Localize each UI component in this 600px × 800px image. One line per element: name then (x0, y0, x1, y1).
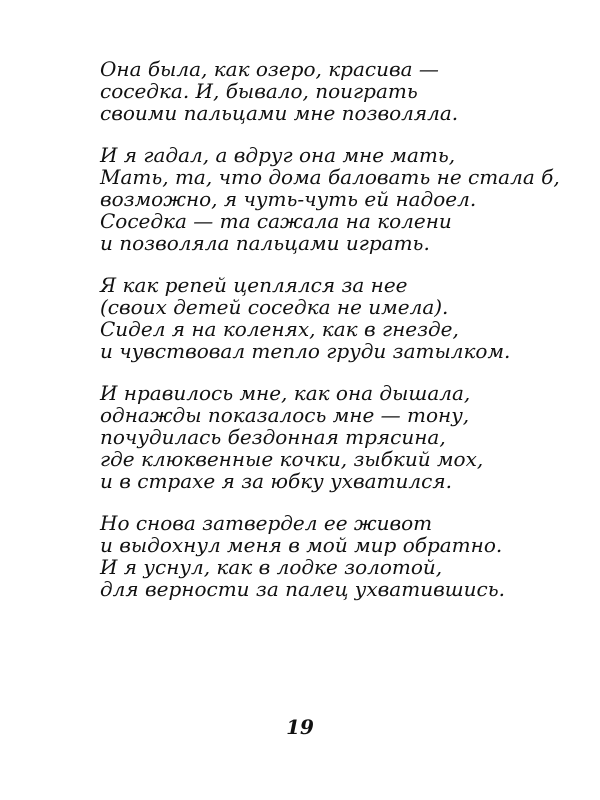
poem (100, 58, 560, 620)
poem-line: для верности за палец ухватившись. (100, 577, 505, 601)
poem-line: и чувствовал тепло груди затылком. (100, 339, 511, 363)
page-number: 19 (286, 715, 314, 739)
stanza-2 (100, 144, 560, 254)
stanza-1 (100, 58, 560, 124)
poem-line: и позволяла пальцами играть. (100, 231, 430, 255)
poem-line: Но снова затвердел ее живот (100, 511, 433, 535)
poem-line: Она была, как озеро, красива — (100, 57, 439, 81)
stanza-5 (100, 512, 560, 600)
poem-line: Я как репей цеплялся за нее (100, 273, 408, 297)
poem-line: соседка. И, бывало, поиграть (100, 79, 418, 103)
poem-line: возможно, я чуть-чуть ей надоел. (100, 187, 477, 211)
poem-line: где клюквенные кочки, зыбкий мох, (100, 447, 484, 471)
poem-line: (своих детей соседка не имела). (100, 295, 449, 319)
poem-line: И я уснул, как в лодке золотой, (100, 555, 443, 579)
poem-line: Сидел я на коленях, как в гнезде, (100, 317, 459, 341)
poem-line: И нравилось мне, как она дышала, (100, 381, 471, 405)
poem-line: однажды показалось мне — тону, (100, 403, 470, 427)
poem-line: и в страхе я за юбку ухватился. (100, 469, 452, 493)
poem-line: И я гадал, а вдруг она мне мать, (100, 143, 456, 167)
poem-line: и выдохнул меня в мой мир обратно. (100, 533, 503, 557)
poem-line: Мать, та, что дома баловать не стала б, (100, 165, 560, 189)
poem-line: своими пальцами мне позволяла. (100, 101, 459, 125)
poem-line: почудилась бездонная трясина, (100, 425, 446, 449)
stanza-4 (100, 382, 560, 492)
poem-line: Соседка — та сажала на колени (100, 209, 452, 233)
stanza-3 (100, 274, 560, 362)
